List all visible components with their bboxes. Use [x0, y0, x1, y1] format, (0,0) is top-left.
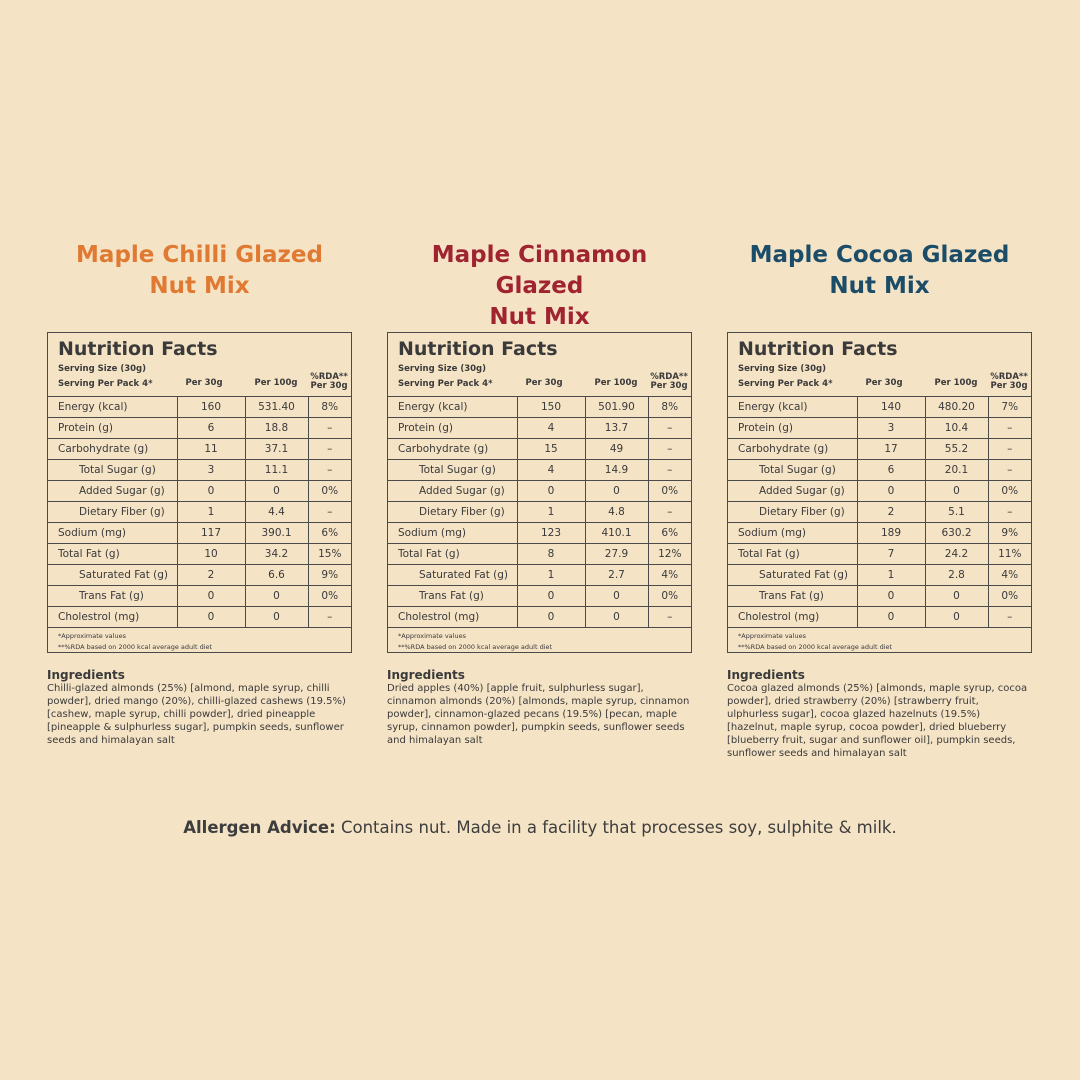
rda-value: 4%	[988, 565, 1031, 586]
nutrition-row	[48, 502, 351, 523]
product-title-line2: Nut Mix	[149, 273, 250, 299]
per-100g-value: 0	[245, 481, 308, 502]
ingredients-heading: Ingredients	[727, 668, 805, 682]
rda-value: 8%	[648, 397, 691, 418]
rda-header-line1: %RDA**	[990, 372, 1028, 382]
rda-value: 9%	[988, 523, 1031, 544]
nutrition-facts-panel	[47, 332, 352, 653]
per-100g-value: 410.1	[585, 523, 648, 544]
nutrition-row	[48, 439, 351, 460]
nutrient-label: Sodium (mg)	[48, 523, 177, 544]
rda-value: –	[648, 439, 691, 460]
nutrient-label: Cholestrol (mg)	[48, 607, 177, 628]
nutrition-footnotes	[48, 628, 351, 652]
nutrition-row	[48, 418, 351, 439]
nutrition-row	[728, 418, 1031, 439]
per-30g-value: 7	[857, 544, 925, 565]
rda-value: –	[988, 418, 1031, 439]
nutrient-label: Cholestrol (mg)	[728, 607, 857, 628]
nutrient-label: Energy (kcal)	[728, 397, 857, 418]
nutrient-label: Carbohydrate (g)	[728, 439, 857, 460]
nutrient-label: Protein (g)	[728, 418, 857, 439]
per-30g-value: 0	[177, 607, 245, 628]
nutrition-row	[728, 439, 1031, 460]
product-title-line1: Maple Cinnamon Glazed	[431, 242, 648, 299]
per-30g-value: 3	[857, 418, 925, 439]
per-100g-value: 5.1	[925, 502, 988, 523]
product-title	[47, 240, 352, 302]
rda-value: –	[308, 439, 351, 460]
product-title-line2: Nut Mix	[829, 273, 930, 299]
per-30g-value: 10	[177, 544, 245, 565]
nutrient-label: Dietary Fiber (g)	[48, 502, 177, 523]
nutrient-label: Dietary Fiber (g)	[728, 502, 857, 523]
serving-per-pack: Serving Per Pack 4*	[738, 379, 833, 389]
per-100g-value: 55.2	[925, 439, 988, 460]
nutrition-row	[48, 460, 351, 481]
nutrition-row	[48, 586, 351, 607]
product-column	[387, 240, 692, 746]
rda-value: –	[308, 607, 351, 628]
nutrition-facts-header	[388, 333, 691, 397]
rda-value: 6%	[648, 523, 691, 544]
nutrition-row	[728, 544, 1031, 565]
ingredients-section	[727, 668, 1032, 760]
per-100g-value: 2.8	[925, 565, 988, 586]
nutrition-row	[728, 481, 1031, 502]
rda-value: –	[648, 607, 691, 628]
nutrient-label: Energy (kcal)	[388, 397, 517, 418]
per-100g-value: 0	[585, 481, 648, 502]
nutrient-label: Total Sugar (g)	[388, 460, 517, 481]
per-30g-value: 1	[857, 565, 925, 586]
rda-value: –	[988, 439, 1031, 460]
per-100g-value: 0	[585, 607, 648, 628]
rda-value: 8%	[308, 397, 351, 418]
per-100g-value: 4.4	[245, 502, 308, 523]
rda-value: –	[988, 607, 1031, 628]
rda-value: 0%	[308, 586, 351, 607]
rda-value: 11%	[988, 544, 1031, 565]
nutrient-label: Sodium (mg)	[388, 523, 517, 544]
per-100g-value: 480.20	[925, 397, 988, 418]
rda-value: 12%	[648, 544, 691, 565]
nutrient-label: Added Sugar (g)	[48, 481, 177, 502]
nutrient-label: Saturated Fat (g)	[728, 565, 857, 586]
ingredients-section	[47, 668, 352, 747]
nutrition-row	[728, 523, 1031, 544]
per-30g-value: 1	[177, 502, 245, 523]
nutrition-row	[48, 481, 351, 502]
per-30g-value: 1	[517, 502, 585, 523]
per-30g-value: 0	[857, 481, 925, 502]
ingredients-text: Chilli-glazed almonds (25%) [almond, maple syrup, chilli powder], dried mango (20%), chilli-glazed cashews (19.5%) [cashew, maple syrup, chilli powder], dried pineapple [pineapple & sulphurless sugar], pumpkin seeds, sunflower seeds and himalayan salt	[47, 683, 346, 746]
allergen-text: Contains nut. Made in a facility that processes soy, sulphite & milk.	[335, 818, 897, 837]
nutrient-label: Dietary Fiber (g)	[388, 502, 517, 523]
nutrient-label: Energy (kcal)	[48, 397, 177, 418]
column-header-rda	[638, 373, 700, 391]
rda-value: –	[988, 502, 1031, 523]
rda-header-line2: Per 30g	[650, 381, 688, 391]
nutrition-footnotes	[728, 628, 1031, 652]
column-header-per-30g: Per 30g	[525, 378, 563, 388]
rda-value: 0%	[648, 481, 691, 502]
nutrition-row	[388, 544, 691, 565]
nutrition-row	[48, 523, 351, 544]
per-100g-value: 14.9	[585, 460, 648, 481]
per-100g-value: 0	[245, 586, 308, 607]
per-30g-value: 15	[517, 439, 585, 460]
nutrient-label: Carbohydrate (g)	[388, 439, 517, 460]
nutrition-facts-title: Nutrition Facts	[398, 338, 558, 360]
rda-value: 6%	[308, 523, 351, 544]
per-100g-value: 0	[925, 586, 988, 607]
per-100g-value: 37.1	[245, 439, 308, 460]
nutrient-label: Total Fat (g)	[48, 544, 177, 565]
rda-value: 9%	[308, 565, 351, 586]
product-title	[727, 240, 1032, 302]
nutrition-row	[388, 439, 691, 460]
nutrition-row	[388, 586, 691, 607]
serving-size: Serving Size (30g)	[398, 364, 487, 374]
footnote-rda: **%RDA based on 2000 kcal average adult diet	[58, 643, 213, 651]
per-100g-value: 34.2	[245, 544, 308, 565]
nutrition-facts-title: Nutrition Facts	[738, 338, 898, 360]
footnote-approx: *Approximate values	[738, 632, 806, 640]
ingredients-text: Cocoa glazed almonds (25%) [almonds, maple syrup, cocoa powder], dried strawberry (20%) [strawberry fruit, ulphurless sugar], cocoa glazed hazelnuts (19.5%) [hazelnut, maple syrup, cocoa powder], dried blueberry [blueberry fruit, sugar and sunflower oil], pumpkin seeds, sunflower seeds and himalayan salt	[727, 683, 1028, 759]
per-100g-value: 531.40	[245, 397, 308, 418]
nutrient-label: Saturated Fat (g)	[388, 565, 517, 586]
footnote-rda: **%RDA based on 2000 kcal average adult diet	[738, 643, 893, 651]
nutrition-row	[388, 418, 691, 439]
rda-value: –	[648, 502, 691, 523]
nutrient-label: Trans Fat (g)	[728, 586, 857, 607]
per-100g-value: 4.8	[585, 502, 648, 523]
nutrient-label: Protein (g)	[48, 418, 177, 439]
nutrition-row	[388, 397, 691, 418]
per-100g-value: 13.7	[585, 418, 648, 439]
rda-header-line1: %RDA**	[310, 372, 348, 382]
per-30g-value: 4	[517, 418, 585, 439]
rda-value: 0%	[988, 481, 1031, 502]
per-100g-value: 390.1	[245, 523, 308, 544]
column-header-per-100g: Per 100g	[934, 378, 978, 388]
nutrition-row	[728, 586, 1031, 607]
nutrient-label: Added Sugar (g)	[728, 481, 857, 502]
per-30g-value: 0	[517, 586, 585, 607]
per-100g-value: 0	[925, 607, 988, 628]
nutrient-label: Cholestrol (mg)	[388, 607, 517, 628]
per-30g-value: 0	[177, 586, 245, 607]
nutrition-footnotes	[388, 628, 691, 652]
column-header-per-30g: Per 30g	[185, 378, 223, 388]
nutrition-row	[728, 397, 1031, 418]
per-100g-value: 2.7	[585, 565, 648, 586]
rda-header-line1: %RDA**	[650, 372, 688, 382]
column-header-per-30g: Per 30g	[865, 378, 903, 388]
nutrition-facts-header	[728, 333, 1031, 397]
per-100g-value: 630.2	[925, 523, 988, 544]
nutrient-label: Total Sugar (g)	[728, 460, 857, 481]
rda-value: –	[988, 460, 1031, 481]
per-30g-value: 1	[517, 565, 585, 586]
per-30g-value: 123	[517, 523, 585, 544]
footnote-approx: *Approximate values	[58, 632, 126, 640]
nutrient-label: Sodium (mg)	[728, 523, 857, 544]
product-title	[387, 240, 692, 330]
nutrition-row	[48, 397, 351, 418]
rda-value: 0%	[308, 481, 351, 502]
rda-value: –	[648, 418, 691, 439]
nutrient-label: Total Sugar (g)	[48, 460, 177, 481]
per-30g-value: 6	[177, 418, 245, 439]
per-30g-value: 8	[517, 544, 585, 565]
per-100g-value: 6.6	[245, 565, 308, 586]
per-100g-value: 10.4	[925, 418, 988, 439]
rda-value: –	[308, 460, 351, 481]
per-30g-value: 150	[517, 397, 585, 418]
nutrient-label: Total Fat (g)	[388, 544, 517, 565]
serving-size: Serving Size (30g)	[738, 364, 827, 374]
rda-value: –	[308, 502, 351, 523]
per-100g-value: 0	[245, 607, 308, 628]
product-title-line1: Maple Chilli Glazed	[76, 242, 323, 268]
product-column	[727, 240, 1032, 759]
per-30g-value: 0	[517, 481, 585, 502]
per-30g-value: 0	[517, 607, 585, 628]
nutrient-label: Total Fat (g)	[728, 544, 857, 565]
serving-size: Serving Size (30g)	[58, 364, 147, 374]
nutrient-label: Trans Fat (g)	[388, 586, 517, 607]
per-30g-value: 2	[857, 502, 925, 523]
allergen-label: Allergen Advice:	[183, 818, 336, 837]
per-30g-value: 6	[857, 460, 925, 481]
nutrition-row	[388, 481, 691, 502]
nutrition-row	[388, 460, 691, 481]
nutrient-label: Protein (g)	[388, 418, 517, 439]
per-100g-value: 0	[925, 481, 988, 502]
rda-header-line2: Per 30g	[990, 381, 1028, 391]
nutrition-row	[48, 607, 351, 628]
product-title-line1: Maple Cocoa Glazed	[749, 242, 1010, 268]
per-30g-value: 2	[177, 565, 245, 586]
column-header-rda	[978, 373, 1040, 391]
per-30g-value: 140	[857, 397, 925, 418]
per-100g-value: 27.9	[585, 544, 648, 565]
per-30g-value: 117	[177, 523, 245, 544]
column-header-rda	[298, 373, 360, 391]
nutrition-table	[48, 397, 351, 628]
nutrition-table	[388, 397, 691, 628]
serving-per-pack: Serving Per Pack 4*	[58, 379, 153, 389]
serving-per-pack: Serving Per Pack 4*	[398, 379, 493, 389]
per-30g-value: 0	[857, 586, 925, 607]
per-30g-value: 0	[857, 607, 925, 628]
ingredients-text: Dried apples (40%) [apple fruit, sulphurless sugar], cinnamon almonds (20%) [almonds, maple syrup, cinnamon powder], cinnamon-glazed pecans (19.5%) [pecan, maple syrup, cinnamon powder], pumpkin seeds, sunflower seeds and himalayan salt	[387, 683, 690, 746]
nutrition-row	[48, 544, 351, 565]
ingredients-heading: Ingredients	[387, 668, 465, 682]
nutrition-facts-header	[48, 333, 351, 397]
nutrition-facts-panel	[387, 332, 692, 653]
nutrition-facts-title: Nutrition Facts	[58, 338, 218, 360]
per-100g-value: 11.1	[245, 460, 308, 481]
per-30g-value: 4	[517, 460, 585, 481]
product-column	[47, 240, 352, 746]
nutrient-label: Carbohydrate (g)	[48, 439, 177, 460]
ingredients-heading: Ingredients	[47, 668, 125, 682]
nutrition-row	[388, 565, 691, 586]
rda-value: 15%	[308, 544, 351, 565]
nutrition-row	[388, 502, 691, 523]
nutrient-label: Saturated Fat (g)	[48, 565, 177, 586]
rda-value: –	[648, 460, 691, 481]
footnote-rda: **%RDA based on 2000 kcal average adult diet	[398, 643, 553, 651]
per-100g-value: 20.1	[925, 460, 988, 481]
nutrition-row	[728, 502, 1031, 523]
nutrition-row	[48, 565, 351, 586]
per-30g-value: 17	[857, 439, 925, 460]
rda-value: –	[308, 418, 351, 439]
nutrition-row	[728, 460, 1031, 481]
per-30g-value: 11	[177, 439, 245, 460]
nutrition-facts-panel	[727, 332, 1032, 653]
allergen-advice	[0, 818, 1080, 837]
nutrition-row	[728, 607, 1031, 628]
rda-header-line2: Per 30g	[310, 381, 348, 391]
nutrient-label: Trans Fat (g)	[48, 586, 177, 607]
per-30g-value: 189	[857, 523, 925, 544]
rda-value: 4%	[648, 565, 691, 586]
rda-value: 0%	[648, 586, 691, 607]
nutrition-row	[728, 565, 1031, 586]
ingredients-section	[387, 668, 692, 747]
per-100g-value: 501.90	[585, 397, 648, 418]
rda-value: 7%	[988, 397, 1031, 418]
per-100g-value: 18.8	[245, 418, 308, 439]
per-30g-value: 0	[177, 481, 245, 502]
product-title-line2: Nut Mix	[489, 304, 590, 330]
per-100g-value: 0	[585, 586, 648, 607]
nutrition-table	[728, 397, 1031, 628]
nutrient-label: Added Sugar (g)	[388, 481, 517, 502]
footnote-approx: *Approximate values	[398, 632, 466, 640]
per-100g-value: 49	[585, 439, 648, 460]
column-header-per-100g: Per 100g	[254, 378, 298, 388]
column-header-per-100g: Per 100g	[594, 378, 638, 388]
rda-value: 0%	[988, 586, 1031, 607]
nutrition-row	[388, 523, 691, 544]
per-30g-value: 3	[177, 460, 245, 481]
nutrition-row	[388, 607, 691, 628]
per-30g-value: 160	[177, 397, 245, 418]
per-100g-value: 24.2	[925, 544, 988, 565]
